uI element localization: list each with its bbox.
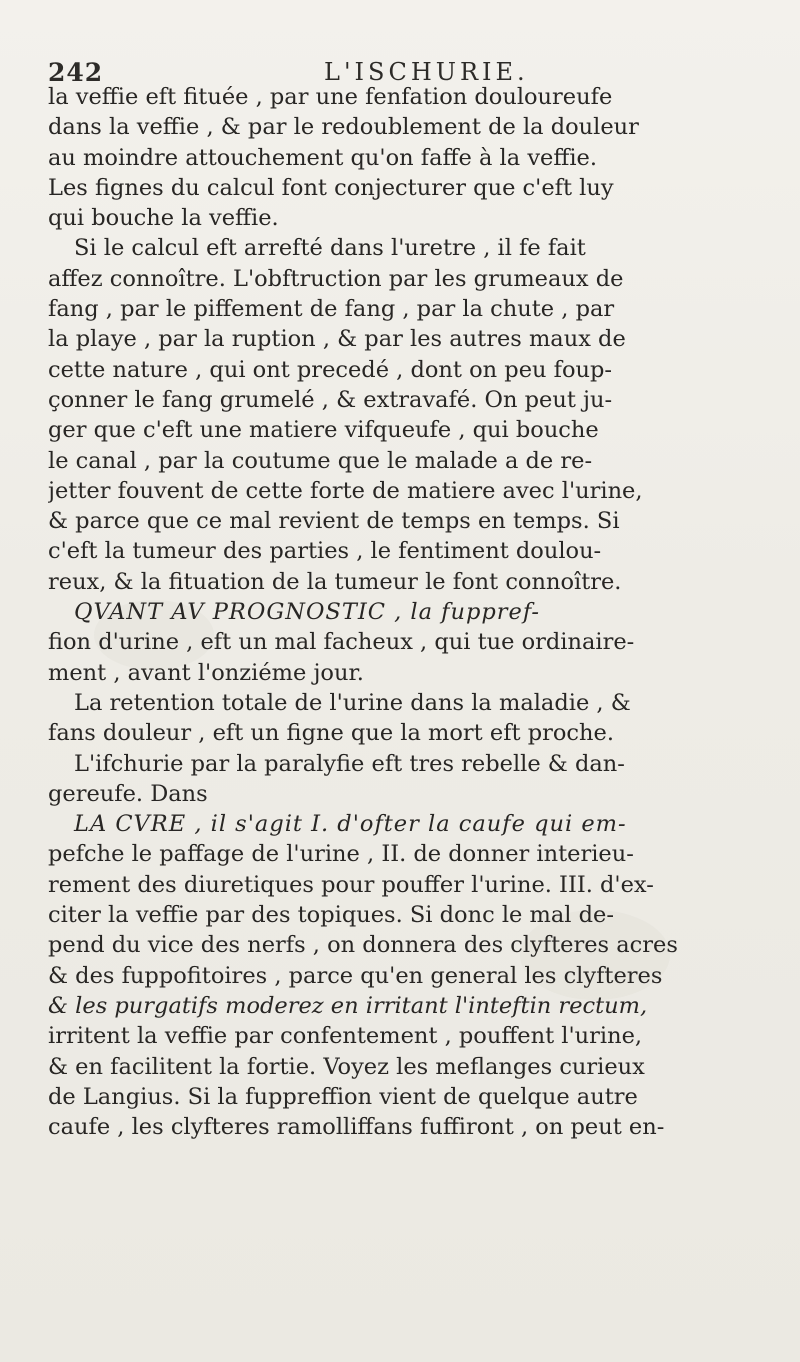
text-line: Les fignes du calcul font conjecturer que c'eft luy bbox=[48, 174, 614, 201]
text-line: c'eft la tumeur des parties , le fentiment doulou- bbox=[48, 538, 602, 565]
text-line: au moindre attouchement qu'on faffe à la veffie. bbox=[48, 144, 597, 171]
section-heading-cure: LA CVRE , il s'agit I. d'ofter la caufe qui em- bbox=[74, 811, 627, 838]
text-line: affez connoître. L'obftruction par les grumeaux de bbox=[48, 265, 624, 292]
running-head: L'ISCHURIE. bbox=[324, 58, 529, 86]
text-line: gereufe. Dans bbox=[48, 780, 208, 807]
text-line: la veffie eft fituée , par une fenfation douloureufe bbox=[48, 84, 613, 110]
text-line: jetter fouvent de cette forte de matiere avec l'urine, bbox=[48, 477, 643, 504]
text-line: La retention totale de l'urine dans la maladie , & bbox=[74, 689, 631, 716]
text-line: pend du vice des nerfs , on donnera des clyfteres acres bbox=[48, 932, 678, 959]
text-line: caufe , les clyfteres ramolliffans fuffiront , on peut en- bbox=[48, 1114, 665, 1141]
page-number: 242 bbox=[48, 58, 104, 87]
body-text bbox=[48, 82, 772, 1142]
text-line: reux, & la fituation de la tumeur le font connoître. bbox=[48, 568, 622, 595]
text-line: & les purgatifs moderez en irritant l'inteftin rectum, bbox=[48, 992, 648, 1019]
text-line: & des fuppofitoires , parce qu'en general les clyfteres bbox=[48, 962, 663, 989]
text-line: la playe , par la ruption , & par les autres maux de bbox=[48, 326, 626, 353]
text-line: rement des diuretiques pour pouffer l'urine. III. d'ex- bbox=[48, 871, 654, 898]
text-line: irritent la veffie par confentement , pouffent l'urine, bbox=[48, 1023, 643, 1050]
text-line: de Langius. Si la fuppreffion vient de quelque autre bbox=[48, 1083, 638, 1110]
text-line: fion d'urine , eft un mal facheux , qui tue ordinaire- bbox=[48, 629, 635, 656]
text-line: cette nature , qui ont precedé , dont on peu foup- bbox=[48, 356, 613, 383]
text-line: ment , avant l'onziéme jour. bbox=[48, 659, 364, 686]
text-line: pefche le paffage de l'urine , II. de donner interieu- bbox=[48, 841, 634, 868]
text-line: & parce que ce mal revient de temps en temps. Si bbox=[48, 508, 620, 535]
text-line: & en facilitent la fortie. Voyez les meflanges curieux bbox=[48, 1053, 645, 1080]
text-line: fang , par le piffement de fang , par la chute , par bbox=[48, 296, 615, 323]
text-line: çonner le fang grumelé , & extravafé. On peut ju- bbox=[48, 386, 613, 413]
text-line: citer la veffie par des topiques. Si donc le mal de- bbox=[48, 902, 614, 929]
section-heading-prognostic: QVANT AV PROGNOSTIC , la fuppref- bbox=[74, 599, 540, 626]
text-line: le canal , par la coutume que le malade a de re- bbox=[48, 447, 593, 474]
text-line: L'ifchurie par la paralyfie eft tres rebelle & dan- bbox=[74, 750, 625, 777]
text-line: dans la veffie , & par le redoublement de la douleur bbox=[48, 114, 639, 141]
text-line: Si le calcul eft arrefté dans l'uretre , il fe fait bbox=[74, 235, 586, 262]
text-line: ger que c'eft une matiere vifqueufe , qui bouche bbox=[48, 417, 599, 444]
text-line: fans douleur , eft un figne que la mort eft proche. bbox=[48, 720, 614, 747]
text-line: qui bouche la veffie. bbox=[48, 205, 279, 232]
